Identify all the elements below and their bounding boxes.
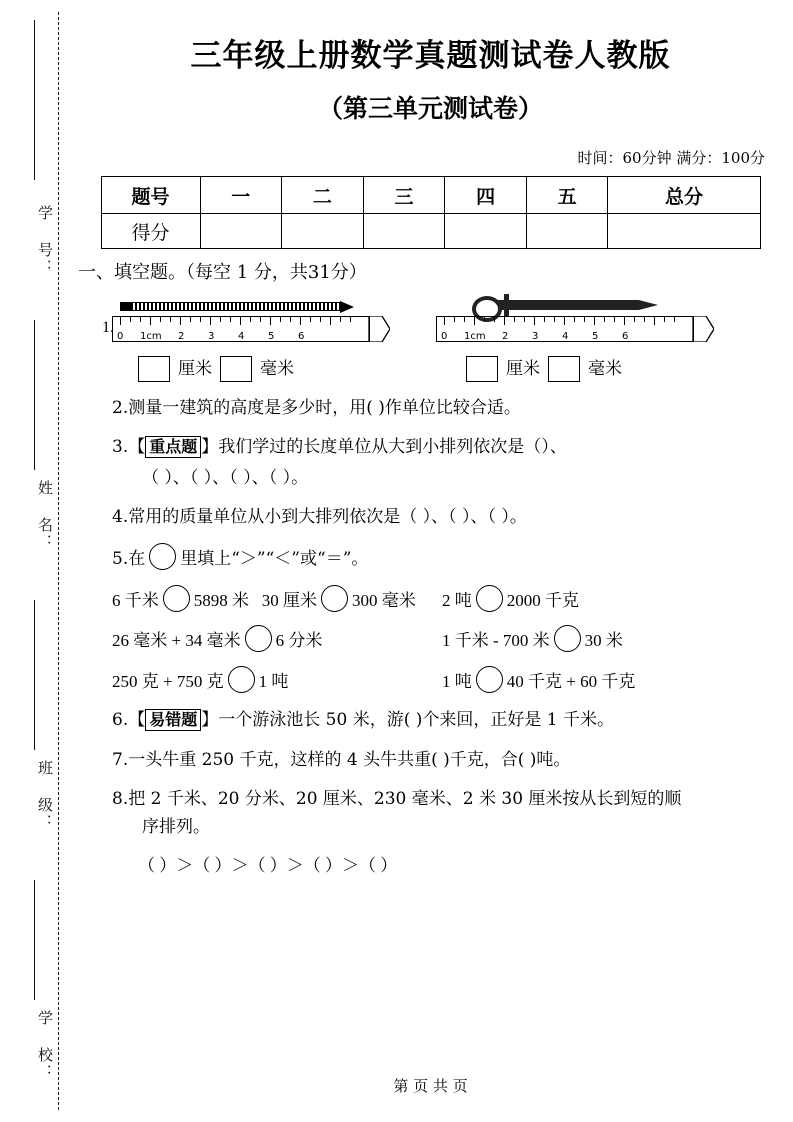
compare-4-right: 6 分米 <box>275 631 323 651</box>
score-cell-4[interactable] <box>445 214 527 249</box>
compare-item-3 <box>442 585 692 614</box>
answer-box-a-cm[interactable] <box>138 356 170 382</box>
question-5 <box>78 543 767 572</box>
ruler-a-label-0: 0 <box>117 331 124 342</box>
score-table-score-label: 得分 <box>101 214 200 249</box>
question-2: 2.测量一建筑的高度是多少时，用( )作单位比较合适。 <box>112 398 521 418</box>
compare-7-right: 40 千克 + 60 千克 <box>506 671 636 691</box>
question-3 <box>78 434 767 460</box>
question-8: 8.把 2 千米、20 分米、20 厘米、230 毫米、2 米 30 厘米按从长到短的顺 <box>112 788 682 809</box>
compare-item-6 <box>112 666 442 695</box>
question-1 <box>78 294 767 382</box>
table-row-score <box>101 214 760 249</box>
question-1-answer-row <box>78 356 767 382</box>
exam-meta: 时间：60分钟 满分：100分 <box>577 149 765 167</box>
field-label-class: 姓 名： <box>36 480 54 551</box>
unit-label-b-cm: 厘米 <box>506 359 540 379</box>
margin-rule-4 <box>34 880 35 1000</box>
ruler-b-label-5: 5 <box>592 331 599 342</box>
score-col-2: 二 <box>282 177 364 214</box>
ruler-b-label-0: 0 <box>441 331 448 342</box>
question-5-tail: 里填上“＞”“＜”或“＝”。 <box>180 549 369 570</box>
compare-1-right: 5898 米 <box>193 590 249 610</box>
answer-circle-6[interactable] <box>228 666 255 693</box>
question-6-text: 】一个游泳池长 50 米，游( )个来回，正好是 1 千米。 <box>201 710 614 731</box>
page-footer: 第 页 共 页 <box>393 1077 468 1095</box>
compare-5-right: 30 米 <box>584 631 623 651</box>
exam-content <box>68 259 793 878</box>
score-table-row-label: 题号 <box>101 177 200 214</box>
score-cell-2[interactable] <box>282 214 364 249</box>
answer-circle-3[interactable] <box>476 585 503 612</box>
compare-3-right: 2000 千克 <box>506 590 579 610</box>
dashed-fold-line <box>58 12 59 1110</box>
answer-circle-1[interactable] <box>163 585 190 612</box>
question-1-number: 1. <box>102 319 114 336</box>
compare-3-left: 2 吨 <box>442 590 472 610</box>
question-6 <box>78 707 767 733</box>
question-3-mid: 】我们学过的长度单位从大到小排列依次是（ <box>201 437 542 458</box>
ruler-a-label-4: 4 <box>238 331 245 342</box>
compare-item-5 <box>442 625 762 654</box>
ruler-b-label-4: 4 <box>562 331 569 342</box>
question-3-lead: 3.【 <box>112 437 146 458</box>
field-label-school: 学 号： <box>36 205 54 276</box>
compare-item-4 <box>112 625 442 654</box>
compare-item-1 <box>112 585 442 614</box>
ruler-a-label-3: 3 <box>208 331 215 342</box>
margin-rule-1 <box>34 20 35 180</box>
exam-page <box>68 0 793 1122</box>
score-cell-total[interactable] <box>608 214 760 249</box>
question-5-row-2 <box>78 625 767 654</box>
score-cell-3[interactable] <box>363 214 445 249</box>
margin-rule-3 <box>34 600 35 750</box>
question-6-lead: 6.【 <box>112 710 146 731</box>
section-1-heading: 一、填空题。（每空 1 分，共31分） <box>78 262 367 283</box>
answer-group-a <box>138 356 428 382</box>
compare-2-right: 300 毫米 <box>352 590 416 610</box>
table-row-header <box>101 177 760 214</box>
score-col-1: 一 <box>200 177 282 214</box>
question-5-row-1 <box>78 585 767 614</box>
figure-key-ruler <box>418 294 718 350</box>
ruler-tip-a <box>368 316 390 342</box>
score-cell-1[interactable] <box>200 214 282 249</box>
answer-circle-2[interactable] <box>321 585 348 612</box>
question-4: 4.常用的质量单位从小到大排列依次是（ ）、（ ）、（ ）。 <box>112 507 527 528</box>
compare-2-left: 30 厘米 <box>261 590 317 610</box>
compare-6-left: 250 克 + 750 克 <box>112 671 224 691</box>
page-subtitle: （第三单元测试卷） <box>317 94 543 123</box>
pencil-icon <box>116 298 366 316</box>
question-5-lead: 5.在 <box>112 549 146 570</box>
ruler-a-label-2: 2 <box>178 331 185 342</box>
question-8-answer-line[interactable]: （ ）＞（ ）＞（ ）＞（ ）＞（ ） <box>138 855 398 875</box>
score-col-3: 三 <box>363 177 445 214</box>
question-7: 7.一头牛重 250 千克，这样的 4 头牛共重( )千克，合( )吨。 <box>112 749 571 770</box>
ruler-a-label-6: 6 <box>298 331 305 342</box>
answer-box-b-mm[interactable] <box>548 356 580 382</box>
figure-pencil-ruler <box>94 298 394 350</box>
question-6-tag: 易错题 <box>145 709 201 731</box>
score-table <box>101 176 761 249</box>
page-title: 三年级上册数学真题测试卷人教版 <box>190 38 671 74</box>
question-1-figures <box>78 294 767 350</box>
answer-circle-4[interactable] <box>245 625 272 652</box>
unit-label-b-mm: 毫米 <box>588 359 622 379</box>
compare-7-left: 1 吨 <box>442 671 472 691</box>
question-3-tag: 重点题 <box>145 436 201 458</box>
field-label-id: 学 校： <box>36 1010 54 1081</box>
compare-6-right: 1 吨 <box>258 671 289 691</box>
answer-circle-5[interactable] <box>554 625 581 652</box>
key-icon <box>458 294 688 316</box>
ruler-icon-b <box>436 316 714 350</box>
compare-1-left: 6 千米 <box>112 590 159 610</box>
ruler-b-label-3: 3 <box>532 331 539 342</box>
question-3-line2: （ ）、（ ）、（ ）、（ ）。 <box>142 467 309 488</box>
ruler-b-label-6: 6 <box>622 331 629 342</box>
ruler-b-label-2: 2 <box>502 331 509 342</box>
answer-box-b-cm[interactable] <box>466 356 498 382</box>
unit-label-a-mm: 毫米 <box>260 359 294 379</box>
score-col-total: 总分 <box>608 177 760 214</box>
score-cell-5[interactable] <box>526 214 608 249</box>
binding-margin <box>0 0 68 1122</box>
compare-item-7 <box>442 666 762 695</box>
unit-label-a-cm: 厘米 <box>178 359 212 379</box>
question-5-row-3 <box>78 666 767 695</box>
answer-circle-q5-intro[interactable] <box>149 543 176 570</box>
margin-rule-2 <box>34 320 35 470</box>
ruler-b-label-1: 1cm <box>464 331 486 342</box>
ruler-icon-a <box>112 316 390 350</box>
answer-circle-7[interactable] <box>476 666 503 693</box>
ruler-a-label-1: 1cm <box>140 331 162 342</box>
answer-box-a-mm[interactable] <box>220 356 252 382</box>
compare-4-left: 26 毫米 + 34 毫米 <box>112 631 241 651</box>
question-8-line2: 序排列。 <box>142 817 210 838</box>
question-3-tail: ）、 <box>541 437 567 458</box>
ruler-tip-b <box>692 316 714 342</box>
ruler-a-label-5: 5 <box>268 331 275 342</box>
compare-5-left: 1 千米 - 700 米 <box>442 631 550 651</box>
score-col-4: 四 <box>445 177 527 214</box>
score-col-5: 五 <box>526 177 608 214</box>
answer-group-b <box>466 356 756 382</box>
field-label-name: 班 级： <box>36 760 54 831</box>
